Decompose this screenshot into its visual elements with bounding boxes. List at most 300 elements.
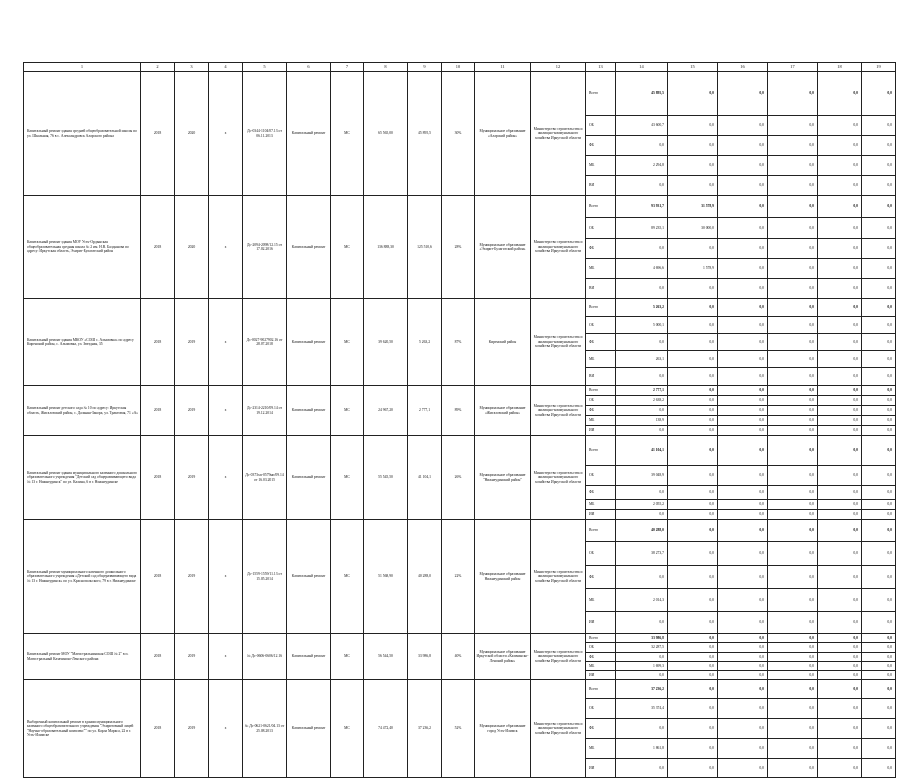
value-col-16: 0,0 [718, 72, 768, 116]
value-col-17: 0,0 [768, 542, 818, 566]
start-year: 2018 [141, 299, 175, 386]
table-row [24, 520, 896, 542]
value-col-19: 0,0 [862, 116, 896, 136]
value-col-18: 0,0 [818, 486, 862, 500]
value-col-15: 0,0 [668, 500, 718, 510]
table-row [24, 386, 896, 396]
value-col-18: 0,0 [818, 680, 862, 699]
value-col-19: 0,0 [862, 136, 896, 156]
value-col-19: 0,0 [862, 643, 896, 653]
value-col-17: 0,0 [768, 466, 818, 486]
value-col-19: 0,0 [862, 196, 896, 218]
readiness-percent: 87% [442, 299, 475, 386]
value-col-16: 0,0 [718, 612, 768, 634]
readiness-percent: 26% [442, 436, 475, 520]
funding-source-code: ОБ [586, 396, 616, 406]
end-year: 2019 [175, 386, 209, 436]
value-col-15: 0,0 [668, 680, 718, 699]
column-header: 2 [141, 63, 175, 72]
estimated-cost: 65 565,00 [364, 72, 408, 196]
value-col-16: 0,0 [718, 351, 768, 368]
value-col-19: 0,0 [862, 406, 896, 416]
end-year: 2020 [175, 196, 209, 299]
unit-code: МС [331, 72, 364, 196]
end-year: 2019 [175, 680, 209, 778]
value-col-15: 0,0 [668, 279, 718, 299]
responsible-organization: Министерство строительства и жилищно-коммунального хозяйства Иркутской области [531, 386, 586, 436]
value-col-19: 0,0 [862, 719, 896, 739]
value-col-15: 0,0 [668, 299, 718, 317]
value-col-14: 1 861,8 [616, 739, 668, 759]
value-col-15: 0,0 [668, 334, 718, 351]
value-col-14: 38 273,7 [616, 542, 668, 566]
value-col-15: 0,0 [668, 136, 718, 156]
value-col-16: 0,0 [718, 279, 768, 299]
value-col-17: 0,0 [768, 259, 818, 279]
funding-source-code: ФБ [586, 406, 616, 416]
funding-source-code: ФБ [586, 486, 616, 500]
value-col-15: 0,0 [668, 116, 718, 136]
value-col-14: 2 638,2 [616, 396, 668, 406]
value-col-16: 0,0 [718, 643, 768, 653]
value-col-17: 0,0 [768, 156, 818, 176]
value-col-17: 0,0 [768, 426, 818, 436]
value-col-18: 0,0 [818, 671, 862, 680]
mark-cell: х [209, 680, 243, 778]
value-col-18: 0,0 [818, 634, 862, 643]
value-col-14: 2 014,3 [616, 589, 668, 612]
value-col-16: 0,0 [718, 520, 768, 542]
end-year: 2019 [175, 520, 209, 634]
value-col-16: 0,0 [718, 671, 768, 680]
column-header: 17 [768, 63, 818, 72]
value-col-14: 0,0 [616, 136, 668, 156]
value-col-19: 0,0 [862, 739, 896, 759]
value-col-18: 0,0 [818, 368, 862, 386]
value-col-16: 0,0 [718, 510, 768, 520]
column-header: 4 [209, 63, 243, 72]
value-col-16: 0,0 [718, 386, 768, 396]
funding-source-code: ФБ [586, 566, 616, 589]
funding-source-code: МБ [586, 259, 616, 279]
readiness-percent: 89% [442, 386, 475, 436]
value-col-17: 0,0 [768, 612, 818, 634]
responsible-organization: Министерство строительства и жилищно-коммунального хозяйства Иркутской области [531, 299, 586, 386]
funding-source-code: МБ [586, 500, 616, 510]
readiness-percent: 28% [442, 196, 475, 299]
readiness-percent: 40% [442, 634, 475, 680]
responsible-organization: Министерство строительства и жилищно-коммунального хозяйства Иркутской области [531, 196, 586, 299]
column-header: 12 [531, 63, 586, 72]
value-col-14: 2 294,8 [616, 156, 668, 176]
budget-table [23, 62, 896, 778]
value-col-14: 5 263,2 [616, 299, 668, 317]
funding-source-code: Всего [586, 634, 616, 643]
estimated-cost: 51 568,90 [364, 520, 408, 634]
value-col-18: 0,0 [818, 510, 862, 520]
value-col-16: 0,0 [718, 436, 768, 466]
unit-code: МС [331, 386, 364, 436]
remaining-cost: 33 986,8 [408, 634, 442, 680]
value-col-19: 0,0 [862, 299, 896, 317]
value-col-19: 0,0 [862, 426, 896, 436]
municipality: Муниципальное образование «Жигаловский район» [475, 386, 531, 436]
value-col-17: 0,0 [768, 520, 818, 542]
value-col-16: 0,0 [718, 759, 768, 778]
value-col-16: 0,0 [718, 680, 768, 699]
column-header: 6 [287, 63, 331, 72]
table-row [24, 634, 896, 643]
value-col-19: 0,0 [862, 368, 896, 386]
funding-source-code: ФБ [586, 334, 616, 351]
estimated-cost: 56 544,50 [364, 634, 408, 680]
work-type: Капитальный ремонт [287, 72, 331, 196]
value-col-17: 0,0 [768, 759, 818, 778]
document-number: Дс-2094-2098/12.15 от 17.02.2016 [243, 196, 287, 299]
value-col-15: 0,0 [668, 589, 718, 612]
mark-cell: х [209, 520, 243, 634]
value-col-15: 0,0 [668, 699, 718, 719]
end-year: 2020 [175, 72, 209, 196]
column-header: 11 [475, 63, 531, 72]
mark-cell: х [209, 72, 243, 196]
value-col-15: 0,0 [668, 396, 718, 406]
value-col-17: 0,0 [768, 116, 818, 136]
value-col-17: 0,0 [768, 334, 818, 351]
value-col-15: 0,0 [668, 72, 718, 116]
value-col-17: 0,0 [768, 368, 818, 386]
value-col-16: 0,0 [718, 396, 768, 406]
value-col-18: 0,0 [818, 176, 862, 196]
work-type: Капитальный ремонт [287, 196, 331, 299]
value-col-16: 0,0 [718, 500, 768, 510]
value-col-17: 0,0 [768, 719, 818, 739]
value-col-15: 0,0 [668, 634, 718, 643]
project-name: Капитальный ремонт здания средней общеобразовательной школы по ул. Школьная, 76 в с. Александровск Аларского района [24, 72, 141, 196]
header-row [24, 63, 896, 72]
project-name: Капитальный ремонт здания МОУ Усть-Ордынская общеобразовательная средняя школа № 2 им. Н.В. Балдынова по адресу: Иркутская область, Эхирит-Булагатский район [24, 196, 141, 299]
value-col-16: 0,0 [718, 426, 768, 436]
funding-source-code: ВИ [586, 176, 616, 196]
value-col-19: 0,0 [862, 466, 896, 486]
value-col-16: 0,0 [718, 662, 768, 671]
unit-code: МС [331, 680, 364, 778]
value-col-18: 0,0 [818, 72, 862, 116]
funding-source-code: Всего [586, 520, 616, 542]
value-col-18: 0,0 [818, 643, 862, 653]
document-number: Дс-0344-1104/07.13 от 06.11.2013 [243, 72, 287, 196]
value-col-19: 0,0 [862, 156, 896, 176]
value-col-19: 0,0 [862, 662, 896, 671]
value-col-17: 0,0 [768, 299, 818, 317]
value-col-18: 0,0 [818, 279, 862, 299]
value-col-14: 0,0 [616, 612, 668, 634]
value-col-19: 0,0 [862, 520, 896, 542]
value-col-17: 0,0 [768, 500, 818, 510]
funding-source-code: ФБ [586, 136, 616, 156]
value-col-14: 138,9 [616, 416, 668, 426]
funding-source-code: ОБ [586, 643, 616, 653]
column-header: 7 [331, 63, 364, 72]
funding-source-code: ФБ [586, 719, 616, 739]
document-number: Дс-0373хп-0579нп/09.14 от 16.03.2015 [243, 436, 287, 520]
funding-source-code: ВИ [586, 368, 616, 386]
value-col-17: 0,0 [768, 739, 818, 759]
work-type: Капитальный ремонт [287, 299, 331, 386]
remaining-cost: 40 288,0 [408, 520, 442, 634]
value-col-14: 0,0 [616, 510, 668, 520]
value-col-19: 0,0 [862, 566, 896, 589]
value-col-18: 0,0 [818, 466, 862, 486]
value-col-15: 0,0 [668, 368, 718, 386]
value-col-15: 0,0 [668, 406, 718, 416]
value-col-17: 0,0 [768, 436, 818, 466]
value-col-18: 0,0 [818, 662, 862, 671]
value-col-16: 0,0 [718, 299, 768, 317]
value-col-15: 30 000,0 [668, 218, 718, 239]
value-col-17: 0,0 [768, 653, 818, 662]
value-col-18: 0,0 [818, 653, 862, 662]
value-col-19: 0,0 [862, 542, 896, 566]
value-col-17: 0,0 [768, 510, 818, 520]
value-col-17: 0,0 [768, 136, 818, 156]
readiness-percent: 30% [442, 72, 475, 196]
column-header: 9 [408, 63, 442, 72]
value-col-16: 0,0 [718, 196, 768, 218]
value-col-15: 0,0 [668, 239, 718, 259]
value-col-18: 0,0 [818, 196, 862, 218]
responsible-organization: Министерство строительства и жилищно-коммунального хозяйства Иркутской области [531, 634, 586, 680]
readiness-percent: 22% [442, 520, 475, 634]
funding-source-code: ФБ [586, 239, 616, 259]
value-col-18: 0,0 [818, 426, 862, 436]
value-col-14: 43 600,7 [616, 116, 668, 136]
document-number: Дс-1559-1559/11.13 от 15.05.2014 [243, 520, 287, 634]
project-name: Выборочный капитальный ремонт в здании муниципального казенного общеобразовательного учреждения "Эхиритовный лицей "Научно-образовательный комплекс"" по ул. Карла Маркса, 22 в г. Усть-Илимске [24, 680, 141, 778]
value-col-15: 0,0 [668, 317, 718, 334]
start-year: 2018 [141, 680, 175, 778]
value-col-14: 37 236,2 [616, 680, 668, 699]
value-col-19: 0,0 [862, 176, 896, 196]
value-col-16: 0,0 [718, 218, 768, 239]
work-type: Капитальный ремонт [287, 680, 331, 778]
funding-source-code: МБ [586, 351, 616, 368]
table-row [24, 196, 896, 218]
value-col-15: 0,0 [668, 416, 718, 426]
value-col-19: 0,0 [862, 334, 896, 351]
column-header: 18 [818, 63, 862, 72]
value-col-19: 0,0 [862, 351, 896, 368]
value-col-16: 0,0 [718, 259, 768, 279]
value-col-14: 0,0 [616, 279, 668, 299]
start-year: 2018 [141, 634, 175, 680]
funding-source-code: ОБ [586, 218, 616, 239]
value-col-14: 0,0 [616, 176, 668, 196]
value-col-14: 35 374,4 [616, 699, 668, 719]
funding-source-code: ВИ [586, 279, 616, 299]
value-col-19: 0,0 [862, 759, 896, 778]
value-col-18: 0,0 [818, 520, 862, 542]
value-col-16: 0,0 [718, 156, 768, 176]
column-header: 1 [24, 63, 141, 72]
funding-source-code: МБ [586, 416, 616, 426]
value-col-15: 0,0 [668, 566, 718, 589]
value-col-19: 0,0 [862, 279, 896, 299]
value-col-15: 0,0 [668, 643, 718, 653]
value-col-17: 0,0 [768, 406, 818, 416]
value-col-15: 0,0 [668, 542, 718, 566]
value-col-15: 0,0 [668, 739, 718, 759]
value-col-17: 0,0 [768, 196, 818, 218]
document-number: Дс-2314-2210/09.14 от 19.12.2014 [243, 386, 287, 436]
value-col-19: 0,0 [862, 634, 896, 643]
value-col-16: 0,0 [718, 239, 768, 259]
value-col-14: 0,0 [616, 719, 668, 739]
municipality: Муниципальное образование город Усть-Илимск [475, 680, 531, 778]
start-year: 2018 [141, 386, 175, 436]
value-col-18: 0,0 [818, 699, 862, 719]
value-col-17: 0,0 [768, 396, 818, 406]
municipality: Киренский район [475, 299, 531, 386]
value-col-18: 0,0 [818, 416, 862, 426]
value-col-17: 0,0 [768, 699, 818, 719]
column-header: 5 [243, 63, 287, 72]
value-col-14: 41 104,1 [616, 436, 668, 466]
value-col-14: 45 895,5 [616, 72, 668, 116]
value-col-15: 0,0 [668, 719, 718, 739]
value-col-15: 0,0 [668, 671, 718, 680]
value-col-15: 0,0 [668, 662, 718, 671]
funding-source-code: МБ [586, 739, 616, 759]
funding-source-code: ИИ [586, 671, 616, 680]
start-year: 2018 [141, 196, 175, 299]
value-col-14: 89 235,1 [616, 218, 668, 239]
value-col-14: 0,0 [616, 368, 668, 386]
value-col-14: 0,0 [616, 239, 668, 259]
value-col-15: 0,0 [668, 426, 718, 436]
budget-table-sheet [23, 62, 892, 778]
value-col-15: 0,0 [668, 386, 718, 396]
municipality: Муниципальное образование "Нижнеудинский район" [475, 436, 531, 520]
value-col-18: 0,0 [818, 116, 862, 136]
funding-source-code: ОБ [586, 542, 616, 566]
value-col-15: 1 578,9 [668, 259, 718, 279]
funding-source-code: ОБ [586, 317, 616, 334]
mark-cell: х [209, 299, 243, 386]
value-col-14: 1 699,3 [616, 662, 668, 671]
value-col-16: 0,0 [718, 136, 768, 156]
value-col-17: 0,0 [768, 218, 818, 239]
value-col-14: 0,0 [616, 334, 668, 351]
remaining-cost: 2 777,1 [408, 386, 442, 436]
value-col-16: 0,0 [718, 176, 768, 196]
column-header: 14 [616, 63, 668, 72]
column-header: 8 [364, 63, 408, 72]
column-header: 3 [175, 63, 209, 72]
work-type: Капитальный ремонт [287, 386, 331, 436]
column-header: 16 [718, 63, 768, 72]
value-col-19: 0,0 [862, 72, 896, 116]
funding-source-code: Всего [586, 196, 616, 218]
funding-source-code: ОБ [586, 116, 616, 136]
mark-cell: х [209, 436, 243, 520]
value-col-14: 33 986,8 [616, 634, 668, 643]
value-col-18: 0,0 [818, 136, 862, 156]
value-col-18: 0,0 [818, 542, 862, 566]
value-col-19: 0,0 [862, 416, 896, 426]
value-col-19: 0,0 [862, 486, 896, 500]
work-type: Капитальный ремонт [287, 436, 331, 520]
value-col-19: 0,0 [862, 671, 896, 680]
funding-source-code: ФБ [586, 653, 616, 662]
value-col-18: 0,0 [818, 239, 862, 259]
value-col-16: 0,0 [718, 699, 768, 719]
value-col-14: 263,1 [616, 351, 668, 368]
value-col-15: 0,0 [668, 351, 718, 368]
value-col-18: 0,0 [818, 719, 862, 739]
funding-source-code: Всего [586, 72, 616, 116]
municipality: Муниципальное образование «Эхирит-Булагатский район» [475, 196, 531, 299]
value-col-17: 0,0 [768, 176, 818, 196]
funding-source-code: ИИ [586, 612, 616, 634]
value-col-19: 0,0 [862, 259, 896, 279]
estimated-cost: 55 545,50 [364, 436, 408, 520]
remaining-cost: 41 104,1 [408, 436, 442, 520]
value-col-18: 0,0 [818, 759, 862, 778]
value-col-18: 0,0 [818, 317, 862, 334]
value-col-14: 0,0 [616, 653, 668, 662]
funding-source-code: ИИ [586, 426, 616, 436]
end-year: 2019 [175, 299, 209, 386]
remaining-cost: 125 510,6 [408, 196, 442, 299]
unit-code: МС [331, 634, 364, 680]
value-col-15: 0,0 [668, 156, 718, 176]
remaining-cost: 37 236,2 [408, 680, 442, 778]
value-col-14: 40 288,0 [616, 520, 668, 542]
mark-cell: х [209, 386, 243, 436]
value-col-16: 0,0 [718, 406, 768, 416]
funding-source-code: МБ [586, 156, 616, 176]
value-col-16: 0,0 [718, 486, 768, 500]
value-col-19: 0,0 [862, 653, 896, 662]
value-col-17: 0,0 [768, 589, 818, 612]
value-col-19: 0,0 [862, 500, 896, 510]
value-col-16: 0,0 [718, 368, 768, 386]
table-row [24, 436, 896, 466]
value-col-19: 0,0 [862, 386, 896, 396]
project-name: Капитальный ремонт МОУ "Магистральнинская СОШ № 2" в п. Магистральный Казачинско-Ленского района [24, 634, 141, 680]
table-row [24, 72, 896, 116]
value-col-14: 0,0 [616, 486, 668, 500]
value-col-16: 0,0 [718, 589, 768, 612]
document-number: № Дс-0621-0621/04.13 от 25.08.2013 [243, 680, 287, 778]
value-col-17: 0,0 [768, 239, 818, 259]
unit-code: МС [331, 436, 364, 520]
column-header: 13 [586, 63, 616, 72]
estimated-cost: 74 472,40 [364, 680, 408, 778]
document-number: № Дс-0606-0606/12.16 [243, 634, 287, 680]
value-col-14: 0,0 [616, 406, 668, 416]
value-col-15: 0,0 [668, 176, 718, 196]
value-col-15: 0,0 [668, 520, 718, 542]
remaining-cost: 5 263,2 [408, 299, 442, 386]
estimated-cost: 136 888,30 [364, 196, 408, 299]
funding-source-code: ИИ [586, 510, 616, 520]
start-year: 2018 [141, 436, 175, 520]
funding-source-code: МБ [586, 589, 616, 612]
value-col-18: 0,0 [818, 156, 862, 176]
value-col-18: 0,0 [818, 566, 862, 589]
